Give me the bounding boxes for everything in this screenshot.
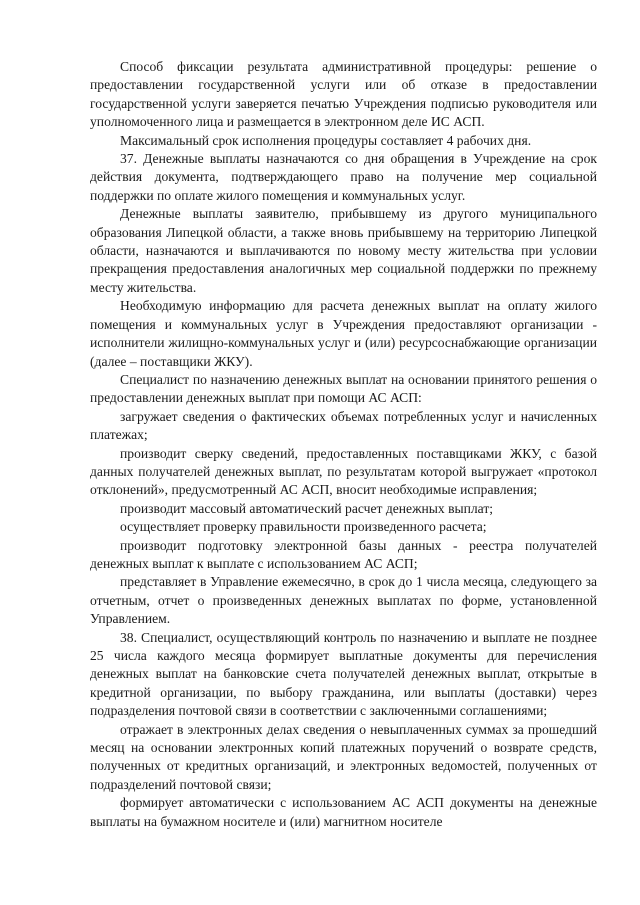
paragraph-specialist: Специалист по назначению денежных выплат на основании принятого решения о предоставлении денежных выплат при помощи АС АСП: xyxy=(90,371,597,406)
paragraph-monthly-report: представляет в Управление ежемесячно, в срок до 1 числа месяца, следующего за отчетным, отчет о произведенных денежных выплатах по форме, установленной Управлением. xyxy=(90,574,597,627)
paragraph-auto-documents: формирует автоматически с использованием АС АСП документы на денежные выплаты на бумажном носителе и (или) магнитном носителе xyxy=(90,795,597,829)
paragraph-item-38: 38. Специалист, осуществляющий контроль по назначению и выплате не позднее 25 числа каждого месяца формирует выплатные документы для перечисления денежных выплат на банковские счета получателей денежных выплат, открытые в кредитной организации, по выбору гражданина, или выплаты (доставки) через подразделения почтовой связи в соответствии с заключенными соглашениями; xyxy=(90,629,597,719)
paragraph-new-residence: Денежные выплаты заявителю, прибывшему из другого муниципального образования Липецкой области, а также вновь прибывшему на территорию Липецкой области, назначаются и выплачиваются по новому месту жительства при условии прекращения предоставления аналогичных мер социальной поддержки по прежнему месту жительства. xyxy=(90,206,597,295)
paragraph-mass-calculation: производит массовый автоматический расчет денежных выплат; xyxy=(120,500,494,516)
paragraph-reconciliation: производит сверку сведений, предоставленных поставщиками ЖКУ, с базой данных получателей денежных выплат, по результатам которой выгружает «протокол отклонений», предусмотренный АС АСП, вносит необходимые исправления; xyxy=(90,445,597,498)
paragraph-max-term: Максимальный срок исполнения процедуры составляет 4 рабочих дня. xyxy=(120,132,532,148)
paragraph-unpaid-amounts: отражает в электронных делах сведения о невыплаченных суммах за прошедший месяц на основании электронных копий платежных поручений о возврате средств, полученных от кредитных организаций, и электронных ведомостей, полученных от подразделений почтовой связи; xyxy=(90,721,597,792)
document-page xyxy=(90,58,597,831)
paragraph-required-info: Необходимую информацию для расчета денежных выплат на оплату жилого помещения и коммунальных услуг в Учреждения предоставляют организации - исполнители жилищно-коммунальных услуг и (или) ресурсоснабжающие организации (далее – поставщики ЖКУ). xyxy=(90,298,597,369)
paragraph-item-37: 37. Денежные выплаты назначаются со дня обращения в Учреждение на срок действия документа, подтверждающего право на получение мер социальной поддержки по оплате жилого помещения и коммунальных услуг. xyxy=(90,151,597,203)
paragraph-result-fixation: Способ фиксации результата административной процедуры: решение о предоставлении государственной услуги или об отказе в предоставлении государственной услуги заверяется печатью Учреждения подписью руководителя или уполномоченного лица и размещается в электронном деле ИС АСП. xyxy=(90,59,597,130)
paragraph-prepare-registry: производит подготовку электронной базы данных - реестра получателей денежных выплат к выплате с использованием АС АСП; xyxy=(90,537,597,571)
paragraph-loads-data: загружает сведения о фактических объемах потребленных услуг и начисленных платежах; xyxy=(90,408,597,443)
paragraph-check-calculation: осуществляет проверку правильности произведенного расчета; xyxy=(120,519,487,535)
